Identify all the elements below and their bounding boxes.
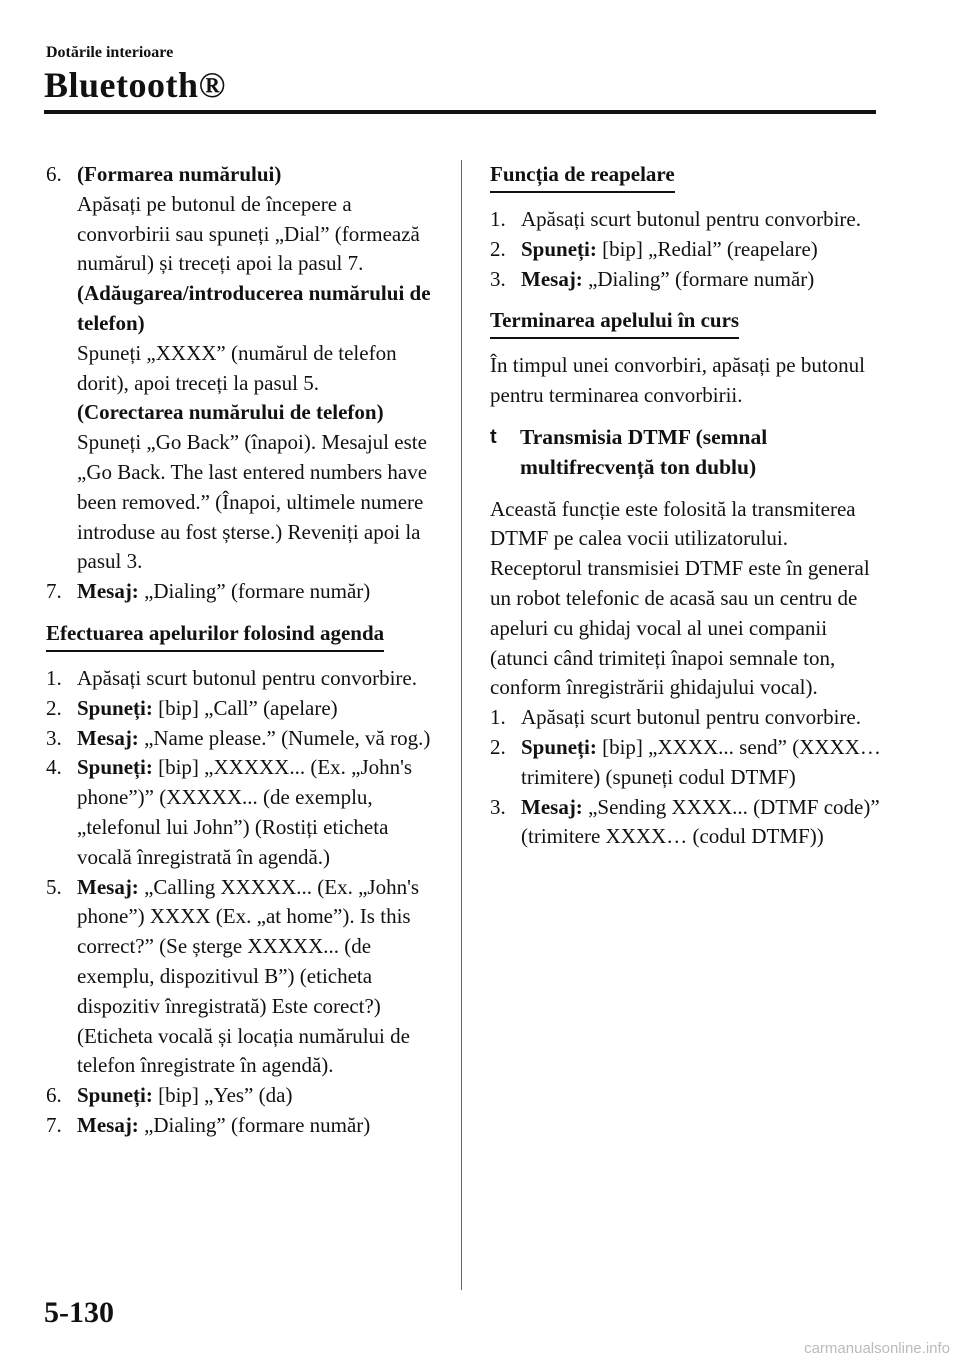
list-item [46,724,446,754]
step-number: 1. [46,665,62,690]
step-text: Apăsați scurt butonul pentru convorbire. [521,207,861,231]
step-label: Mesaj: [77,1112,139,1137]
step-number: 3. [490,266,506,291]
step-text: Spuneți „Go Back” (înapoi). Mesajul este „Go Back. The last entered numbers have been removed.” (Înapoi, ultimele numere introduse au fost șterse.) Reveniți apoi la pasul 3. [77,430,428,574]
column-divider [461,160,462,1290]
step-text: Apăsați scurt butonul pentru convorbire. [77,665,417,690]
left-column [46,160,446,1141]
step-label: Spuneți: [77,755,153,780]
subheading: (Adăugarea/introducerea numărului de telefon) [77,281,431,335]
step-body [77,1081,446,1111]
step-body [77,694,446,724]
bullet-icon: t [490,425,497,448]
step-text: [bip] „Call” (apelare) [152,695,338,720]
step-body [77,724,446,754]
paragraph: În timpul unei convorbiri, apăsați pe butonul pentru terminarea convorbirii. [490,353,866,408]
step-label: Mesaj: [521,794,583,819]
step-text: Apăsați pe butonul de începere a convorbirii sau spuneți „Dial” (formează numărul) și treceți apoi la pasul 7. [77,191,420,276]
step-number: 3. [490,794,506,819]
list-item [490,235,885,265]
list-item [46,664,446,694]
paragraph: Această funcție este folosită la transmiterea DTMF pe calea vocii utilizatorului. Receptorul transmisiei DTMF este în general un robot telefonic de acasă sau un centru de apeluri cu ghidaj vocal al unei companii (atunci când trimiteți înapoi semnale ton, conform înregistrării ghidajului vocal). [490,496,870,700]
page-title: Bluetooth® [44,65,226,105]
step-label: Spuneți: [77,695,153,720]
step-number: 5. [46,874,62,899]
step-body [77,873,446,1082]
subheading: (Formarea numărului) [77,162,282,186]
dtmf-steps [490,703,885,852]
phonebook-steps [46,664,446,1141]
list-item [46,1081,446,1111]
step-number: 7. [46,579,62,604]
step-label: Mesaj: [77,725,139,750]
step-text: [bip] „XXXXX... (Ex. „John's phone”)” (XXXXX... (de exemplu, „telefonul lui John”) (Rostiți eticheta vocală înregistrată în agendă.) [77,755,413,869]
step-text: [bip] „Yes” (da) [152,1083,293,1108]
watermark: carmanualsonline.info [804,1340,950,1357]
list-item [46,753,446,872]
step-label: Mesaj: [77,579,139,604]
step-body [521,265,885,295]
step-number: 6. [46,1083,62,1108]
step-text: „Dialing” (formare număr) [138,1112,371,1137]
section-heading: Funcția de reapelare [490,160,675,193]
step-body [521,733,885,793]
dtmf-heading [490,423,885,483]
step-number: 4. [46,755,62,780]
subheading: (Corectarea numărului de telefon) [77,400,384,425]
step-number: 2. [46,695,62,720]
step-body [521,235,885,265]
step-text: „Sending XXXX... (DTMF code)” (trimitere XXXX… (codul DTMF)) [521,794,880,849]
step-number: 3. [46,725,62,750]
redial-steps [490,205,885,294]
header-rule [44,110,876,114]
list-item [46,873,446,1082]
step-number: 1. [490,207,506,231]
step-label: Spuneți: [521,236,597,261]
list-item [46,577,446,607]
step-body [521,703,885,733]
step-number: 6. [46,162,62,186]
step-text: Spuneți „XXXX” (numărul de telefon dorit), apoi treceți la pasul 5. [77,340,397,395]
step-text: „Dialing” (formare număr) [138,579,371,604]
step-label: Mesaj: [521,266,583,291]
step-body [521,793,885,853]
step-number: 1. [490,705,506,730]
step-label: Mesaj: [77,874,139,899]
step-text: Apăsați scurt butonul pentru convorbire. [521,705,861,730]
dtmf-title: Transmisia DTMF (semnal multifrecvență ton dublu) [520,424,768,479]
step-body [77,160,446,577]
list-item [46,1111,446,1141]
list-item [46,694,446,724]
step-label: Spuneți: [77,1083,153,1108]
step-label: Spuneți: [521,734,597,759]
list-item [46,160,446,577]
right-column [490,160,885,852]
step-text: „Dialing” (formare număr) [582,266,815,291]
step-number: 2. [490,236,506,261]
section-heading: Terminarea apelului în curs [490,306,739,339]
step-body [77,664,446,694]
step-body [521,205,885,235]
page-number: 5-130 [44,1296,114,1329]
list-item [490,733,885,793]
step-text: [bip] „XXXX... send” (XXXX… trimitere) (spuneți codul DTMF) [521,734,881,789]
step-body [77,1111,446,1141]
step-number: 7. [46,1112,62,1137]
step-number: 2. [490,734,506,759]
list-item [490,793,885,853]
list-item [490,265,885,295]
section-heading: Efectuarea apelurilor folosind agenda [46,619,384,652]
step-text: „Name please.” (Numele, vă rog.) [138,725,431,750]
list-item [490,703,885,733]
step-body [77,753,446,872]
section-label: Dotările interioare [46,44,174,61]
list-item [490,205,885,235]
step-text: [bip] „Redial” (reapelare) [596,236,818,261]
step-text: „Calling XXXXX... (Ex. „John's phone”) XXXX (Ex. „at home”). Is this correct?” (Se șterge XXXXX... (de exemplu, dispozitivul B”) (eticheta dispozitiv înregistrată) Este corect?) (Eticheta vocală și locația numărului de telefon înregistrate în agendă). [77,874,420,1078]
